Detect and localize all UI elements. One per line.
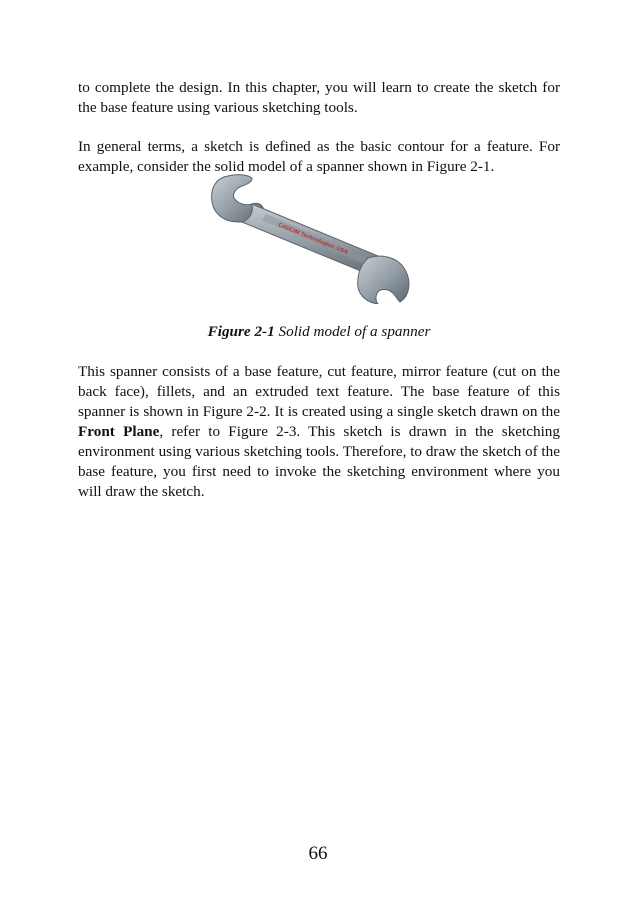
figure-caption	[78, 322, 560, 342]
figure-caption-text: Solid model of a spanner	[274, 323, 431, 340]
paragraph-spanner-text-start: This spanner consists of a base feature, cut feature, mirror feature (cut on the back face), fillets, and an extruded text feature. The base feature of this spanner is shown in Figure 2-2. It is created using a single sketch drawn on the	[78, 363, 560, 420]
paragraph-spanner-text-end: , refer to Figure 2-3. This sketch is drawn in the sketching environment using various sketching tools. Therefore, to draw the sketch of the base feature, you first need to invoke the sketching environment where you will draw the sketch.	[78, 423, 560, 500]
page-number: 66	[308, 843, 328, 864]
spanner-engraved-text: CADCIM Technologies, USA	[277, 222, 349, 256]
paragraph-intro: to complete the design. In this chapter, you will learn to create the sketch for the base feature using various sketching tools.	[78, 79, 560, 116]
paragraph-sketch-definition: In general terms, a sketch is defined as the basic contour for a feature. For example, consider the solid model of a spanner shown in Figure 2-1.	[78, 138, 560, 175]
front-plane-term: Front Plane	[78, 423, 160, 440]
spanner-illustration	[208, 174, 424, 304]
paragraph-spanner-description	[78, 362, 560, 502]
spanner-right-head	[358, 256, 409, 304]
spanner-figure	[208, 174, 424, 304]
figure-number: Figure 2-1	[207, 323, 275, 340]
